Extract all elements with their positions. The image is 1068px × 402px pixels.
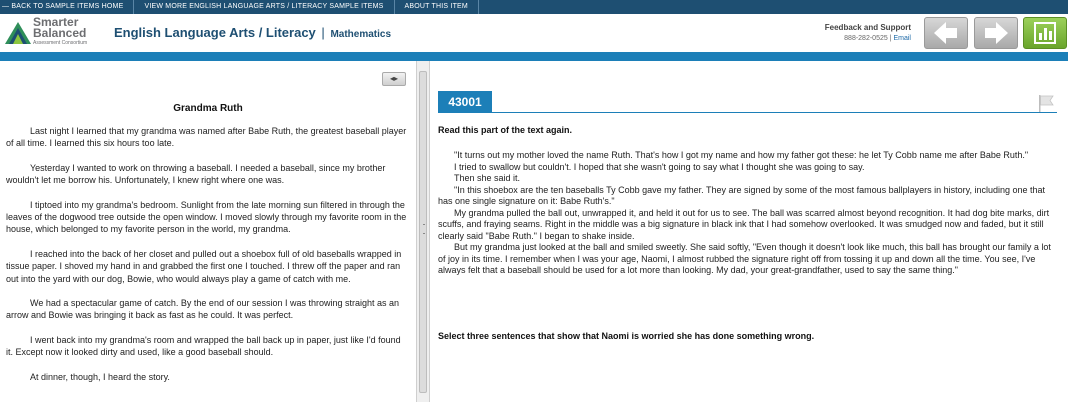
support-email-link[interactable]: Email (893, 35, 911, 42)
view-more-link[interactable]: VIEW MORE ENGLISH LANGUAGE ARTS / LITERACY SAMPLE ITEMS (134, 0, 394, 14)
header (0, 14, 1068, 52)
excerpt-sentence[interactable]: "In this shoebox are the ten baseballs Ty Cobb gave my father. They are signed by some of the most famous ballplayers in history, including one that has one single signature on it: Babe Ruth's." (438, 184, 1046, 206)
logo-text-line3: Assessment Consortium (33, 40, 88, 46)
logo-text-line1: Smarter (33, 15, 79, 29)
excerpt-sentence[interactable]: Then she said it. (454, 173, 521, 183)
subject-ela[interactable]: English Language Arts / Literacy (114, 25, 316, 40)
back-to-home-link[interactable]: — BACK TO SAMPLE ITEMS HOME (0, 0, 134, 14)
excerpt-sentence[interactable]: But my grandma just looked at the ball and smiled sweetly. She said softly, "Even though it doesn't look like much, this ball has brought our family a lot of joy in its time. I remember when I was your age, Naomi, I almost rubbed the signature right off from tossing it up and down all the time. You see, I've always felt that a baseball should be used for a lot more than looking. My dad, your great-grandfather, used to say the same thing." (438, 242, 1051, 275)
passage-body (6, 125, 408, 395)
item-score-button[interactable] (1023, 17, 1067, 49)
item-excerpt (438, 150, 1058, 277)
about-item-link[interactable]: ABOUT THIS ITEM (395, 0, 479, 14)
support-phone: 888-282-0525 (844, 35, 888, 42)
expand-passage-button[interactable] (382, 72, 406, 86)
excerpt-sentence[interactable]: My grandma pulled the ball out, unwrapped it, and held it out for us to see. The ball was scarred almost beyond recognition. It had dog bite marks, dirt scuffs, and fraying seams. Right in the middle was a big signature in black ink that I had somehow overlooked. It was smudged now and faded, but it still clearly said "Babe Ruth." I began to shake inside. (438, 207, 1050, 241)
item-header-rule (492, 112, 1057, 113)
back-button[interactable] (924, 17, 968, 49)
next-button[interactable] (974, 17, 1018, 49)
passage-paragraph: At dinner, though, I heard the story. (30, 371, 170, 382)
passage-paragraph: Yesterday I wanted to work on throwing a baseball. I needed a baseball, since my brother wouldn't let me borrow his. Unfortunately, I knew right where one was. (6, 162, 386, 186)
arrow-right-icon (974, 17, 1018, 49)
passage-scrollbar[interactable] (416, 61, 430, 402)
passage-paragraph: I went back into my grandma's room and wrapped the ball back up in paper, just like I'd found it. Except now it looked dirty and used, like a good baseball should. (6, 334, 401, 358)
item-instruction: Read this part of the text again. (438, 125, 573, 135)
support-info (825, 23, 911, 42)
logo-text-line2: Balanced (33, 26, 87, 40)
expand-arrows-icon: ◂▸ (389, 74, 399, 83)
passage-paragraph: I reached into the back of her closet and pulled out a shoebox full of old baseballs wrapped in tissue paper. I shoved my hand in and grabbed the first one I touched. I threw off the paper and ran out into the yard with our dog, Bowie, who would always play a game of catch with me. (6, 248, 402, 284)
subject-title (114, 25, 391, 40)
header-band (0, 52, 1068, 61)
item-question: Select three sentences that show that Naomi is worried she has done something wrong. (438, 331, 815, 341)
support-separator: | (889, 35, 892, 42)
logo-mark-icon (5, 22, 31, 46)
passage-title: Grandma Ruth (173, 103, 243, 114)
item-panel (430, 61, 1068, 402)
bar-chart-icon (1023, 17, 1067, 49)
support-contact (825, 35, 911, 42)
excerpt-sentence[interactable]: I tried to swallow but couldn't. I hoped that she wasn't going to say what I thought she was going to say. (454, 161, 865, 172)
passage-paragraph: We had a spectacular game of catch. By the end of our session I was throwing straight as an arrow and Bowie was bringing it back as fast as he could. It was perfect. (6, 298, 400, 321)
scrollbar-thumb[interactable] (419, 71, 427, 393)
smarter-balanced-logo[interactable] (5, 16, 105, 50)
passage-panel (0, 61, 416, 402)
subject-math-link[interactable]: Mathematics (330, 29, 392, 40)
item-number-badge: 43001 (438, 91, 492, 113)
passage-paragraph: Last night I learned that my grandma was named after Babe Ruth, the greatest baseball player of all time. I learned this six hours too late. (6, 126, 407, 149)
support-title: Feedback and Support (824, 23, 911, 32)
scrollbar-grip-icon (423, 224, 425, 234)
excerpt-sentence[interactable]: "It turns out my mother loved the name Ruth. That's how I got my name and how my father got these: he let Ty Cobb name me after Babe Ruth." (454, 150, 1029, 160)
top-nav (0, 0, 1068, 14)
passage-paragraph: I tiptoed into my grandma's bedroom. Sunlight from the late morning sun filtered in through the leaves of the dogwood tree outside the open window. I moved slowly through my favorite room in the house, which belonged to my favorite person in the world, my grandma. (6, 199, 407, 235)
flag-icon[interactable] (1036, 93, 1056, 113)
arrow-left-icon (924, 17, 968, 49)
subject-separator: | (321, 25, 325, 40)
